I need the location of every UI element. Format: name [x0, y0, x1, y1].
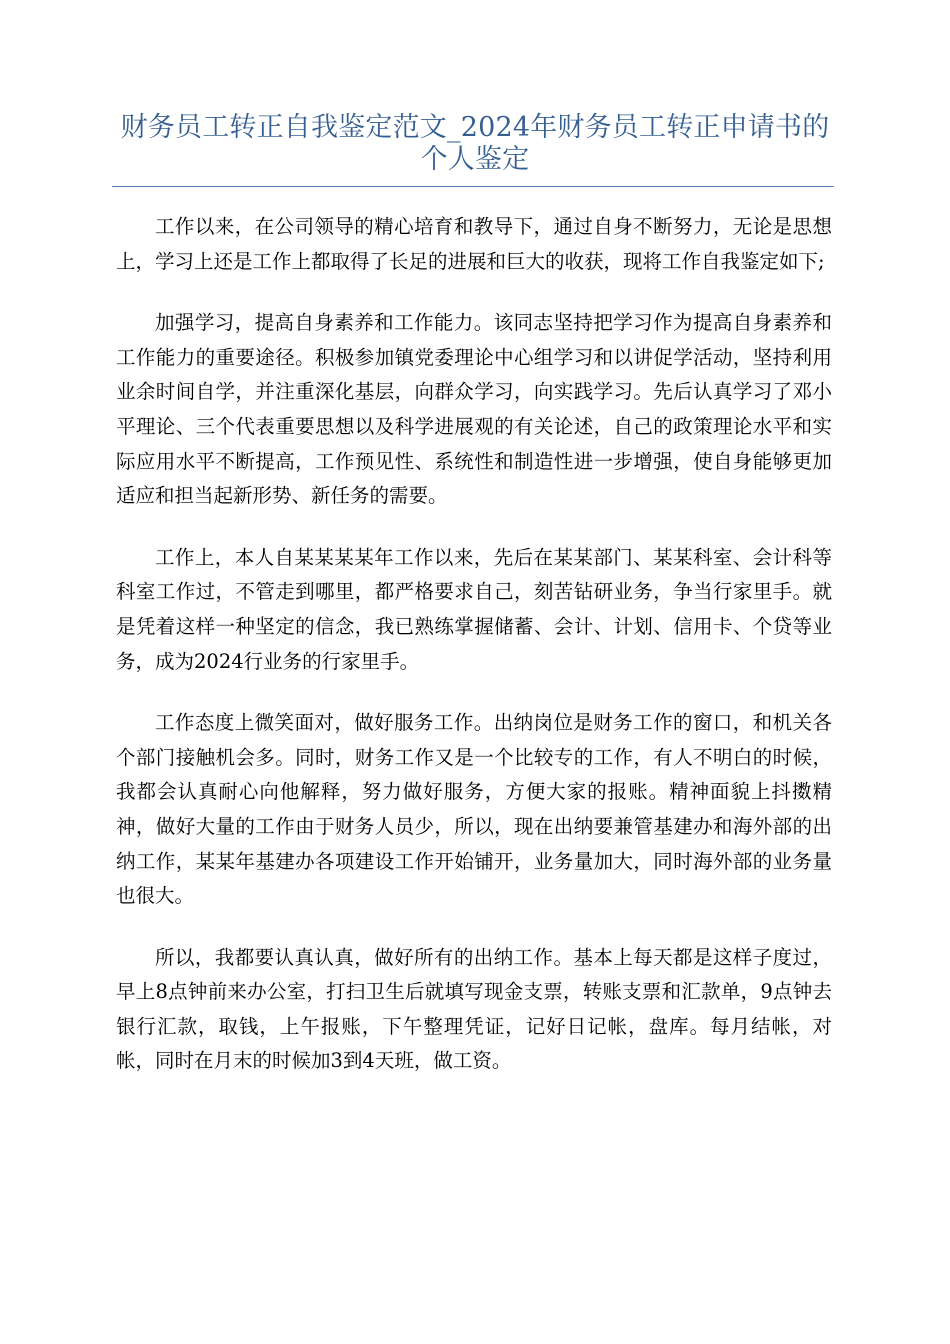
- title-underline: [112, 186, 834, 187]
- paragraph-daily-routine: 所以，我都要认真认真，做好所有的出纳工作。基本上每天都是这样子度过，早上8点钟前来办公室，打扫卫生后就填写现金支票，转账支票和汇款单，9点钟去银行汇款，取钱，上午报账，下午整理凭证，记好日记帐，盘库。每月结帐，对帐，同时在月末的时候加3到4天班，做工资。: [116, 945, 832, 1073]
- paragraph-intro: 工作以来，在公司领导的精心培育和教导下，通过自身不断努力，无论是思想上，学习上还是工作上都取得了长足的进展和巨大的收获，现将工作自我鉴定如下;: [116, 215, 832, 273]
- paragraph-work: 工作上，本人自某某某某年工作以来，先后在某某部门、某某科室、会计科等科室工作过，不管走到哪里，都严格要求自己，刻苦钻研业务，争当行家里手。就是凭着这样一种坚定的信念，我已熟练掌握储蓄、会计、计划、信用卡、个贷等业务，成为2024行业务的行家里手。: [116, 545, 832, 673]
- paragraph-study: 加强学习，提高自身素养和工作能力。该同志坚持把学习作为提高自身素养和工作能力的重要途径。积极参加镇党委理论中心组学习和以讲促学活动，坚持利用业余时间自学，并注重深化基层，向群众学习，向实践学习。先后认真学习了邓小平理论、三个代表重要思想以及科学进展观的有关论述，自己的政策理论水平和实际应用水平不断提高，工作预见性、系统性和制造性进一步增强，使自身能够更加适应和担当起新形势、新任务的需要。: [116, 311, 832, 508]
- document-title: 财务员工转正自我鉴定范文_2024年财务员工转正申请书的个人鉴定: [120, 112, 830, 175]
- paragraph-attitude: 工作态度上微笑面对，做好服务工作。出纳岗位是财务工作的窗口，和机关各个部门接触机会多。同时，财务工作又是一个比较专的工作，有人不明白的时候，我都会认真耐心向他解释，努力做好服务，方便大家的报账。精神面貌上抖擞精神，做好大量的工作由于财务人员少，所以，现在出纳要兼管基建办和海外部的出纳工作，某某年基建办各项建设工作开始铺开，业务量加大，同时海外部的业务量也很大。: [116, 711, 832, 908]
- document-body: [116, 210, 832, 1106]
